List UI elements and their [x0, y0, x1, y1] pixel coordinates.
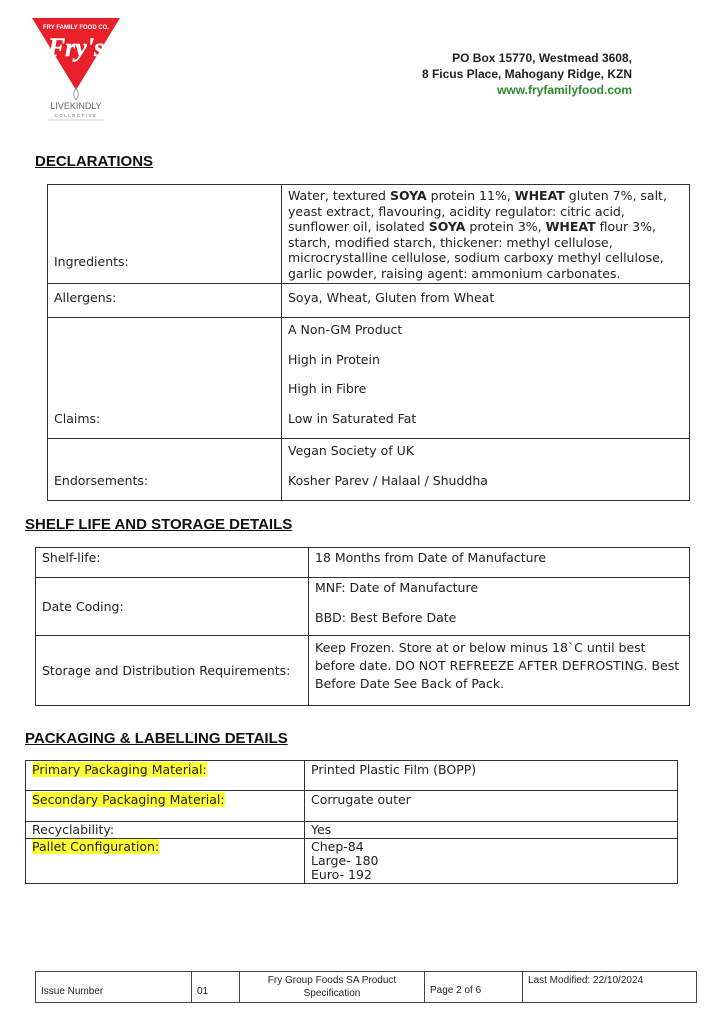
recyclability-value: Yes — [305, 822, 678, 839]
shelf-life-label: Shelf-life: — [36, 548, 309, 578]
claim-item: A Non-GM Product — [288, 322, 403, 337]
frys-logo-icon — [28, 12, 124, 122]
declarations-heading: DECLARATIONS — [35, 153, 154, 170]
table-row — [48, 185, 690, 284]
svg-text:Fry's: Fry's — [47, 33, 105, 62]
table-row — [26, 761, 678, 791]
document-footer — [35, 971, 697, 1003]
table-row — [36, 578, 690, 636]
allergens-value: Soya, Wheat, Gluten from Wheat — [282, 284, 690, 318]
page-number: Page 2 of 6 — [425, 972, 523, 1003]
table-row — [26, 822, 678, 839]
primary-packaging-value: Printed Plastic Film (BOPP) — [305, 761, 678, 791]
date-coding-label: Date Coding: — [36, 578, 309, 636]
svg-text:FRY FAMILY FOOD CO.: FRY FAMILY FOOD CO. — [42, 25, 110, 31]
storage-value: Keep Frozen. Store at or below minus 18`C until best before date. DO NOT REFREEZE AFTER DEFROSTING. Best Before Date See Back of Pack. — [309, 636, 690, 706]
document-title: Fry Group Foods SA Product Specification — [240, 972, 425, 1003]
pallet-item: Large- 180 — [311, 853, 379, 868]
table-row — [48, 284, 690, 318]
shelf-life-table — [35, 547, 690, 706]
svg-text:LIVEKINDLY: LIVEKINDLY — [50, 101, 102, 111]
storage-label: Storage and Distribution Requirements: — [36, 636, 309, 706]
ingredients-value: Water, textured SOYA protein 11%, WHEAT gluten 7%, salt, yeast extract, flavouring, acidity regulator: citric acid, sunflower oil, isolated SOYA protein 3%, WHEAT flour 3%, starch, modified starch, thickener: methyl cellulose, microcrystalline cellulose, sodium carboxy methyl cellulose, garlic powder, raising agent: ammonium carbonates. — [282, 185, 690, 284]
primary-packaging-label: Primary Packaging Material: — [26, 761, 305, 791]
claim-item: Low in Saturated Fat — [288, 410, 417, 426]
date-coding-value — [309, 578, 690, 636]
issue-number-value: 01 — [192, 972, 240, 1003]
website-link[interactable]: www.fryfamilyfood.com — [497, 83, 632, 97]
shelf-life-heading: SHELF LIFE AND STORAGE DETAILS — [25, 516, 293, 533]
endorsements-label: Endorsements: — [48, 439, 282, 501]
company-address — [422, 50, 632, 98]
claim-item: High in Protein — [288, 351, 380, 367]
recyclability-label: Recyclability: — [26, 822, 305, 839]
pallet-item: Chep-84 — [311, 839, 364, 854]
svg-text:COLLECTIVE: COLLECTIVE — [54, 113, 98, 118]
secondary-packaging-value: Corrugate outer — [305, 791, 678, 822]
declarations-table — [47, 184, 690, 501]
secondary-packaging-label: Secondary Packaging Material: — [26, 791, 305, 822]
date-coding-item: BBD: Best Before Date — [315, 609, 457, 625]
pallet-configuration-label: Pallet Configuration: — [26, 839, 305, 884]
endorsements-value — [282, 439, 690, 501]
table-row — [48, 439, 690, 501]
shelf-life-value: 18 Months from Date of Manufacture — [309, 548, 690, 578]
company-logo — [28, 12, 124, 122]
claims-value — [282, 318, 690, 439]
packaging-heading: PACKAGING & LABELLING DETAILS — [25, 730, 288, 747]
endorsement-item: Kosher Parev / Halaal / Shuddha — [288, 472, 488, 488]
packaging-table — [25, 760, 678, 884]
date-coding-item: MNF: Date of Manufacture — [315, 580, 479, 595]
last-modified: Last Modified: 22/10/2024 — [523, 972, 697, 1003]
allergens-label: Allergens: — [48, 284, 282, 318]
claim-item: High in Fibre — [288, 381, 367, 396]
issue-number-label: Issue Number — [36, 972, 192, 1003]
pallet-configuration-value — [305, 839, 678, 884]
table-row — [48, 318, 690, 439]
table-row — [36, 972, 697, 1003]
table-row — [26, 791, 678, 822]
table-row — [36, 548, 690, 578]
claims-label: Claims: — [48, 318, 282, 439]
table-row — [26, 839, 678, 884]
endorsement-item: Vegan Society of UK — [288, 443, 415, 458]
pallet-item: Euro- 192 — [311, 867, 372, 882]
ingredients-label: Ingredients: — [48, 185, 282, 284]
address-line-2: 8 Ficus Place, Mahogany Ridge, KZN — [421, 67, 632, 81]
table-row — [36, 636, 690, 706]
address-line-1: PO Box 15770, Westmead 3608, — [452, 51, 632, 65]
